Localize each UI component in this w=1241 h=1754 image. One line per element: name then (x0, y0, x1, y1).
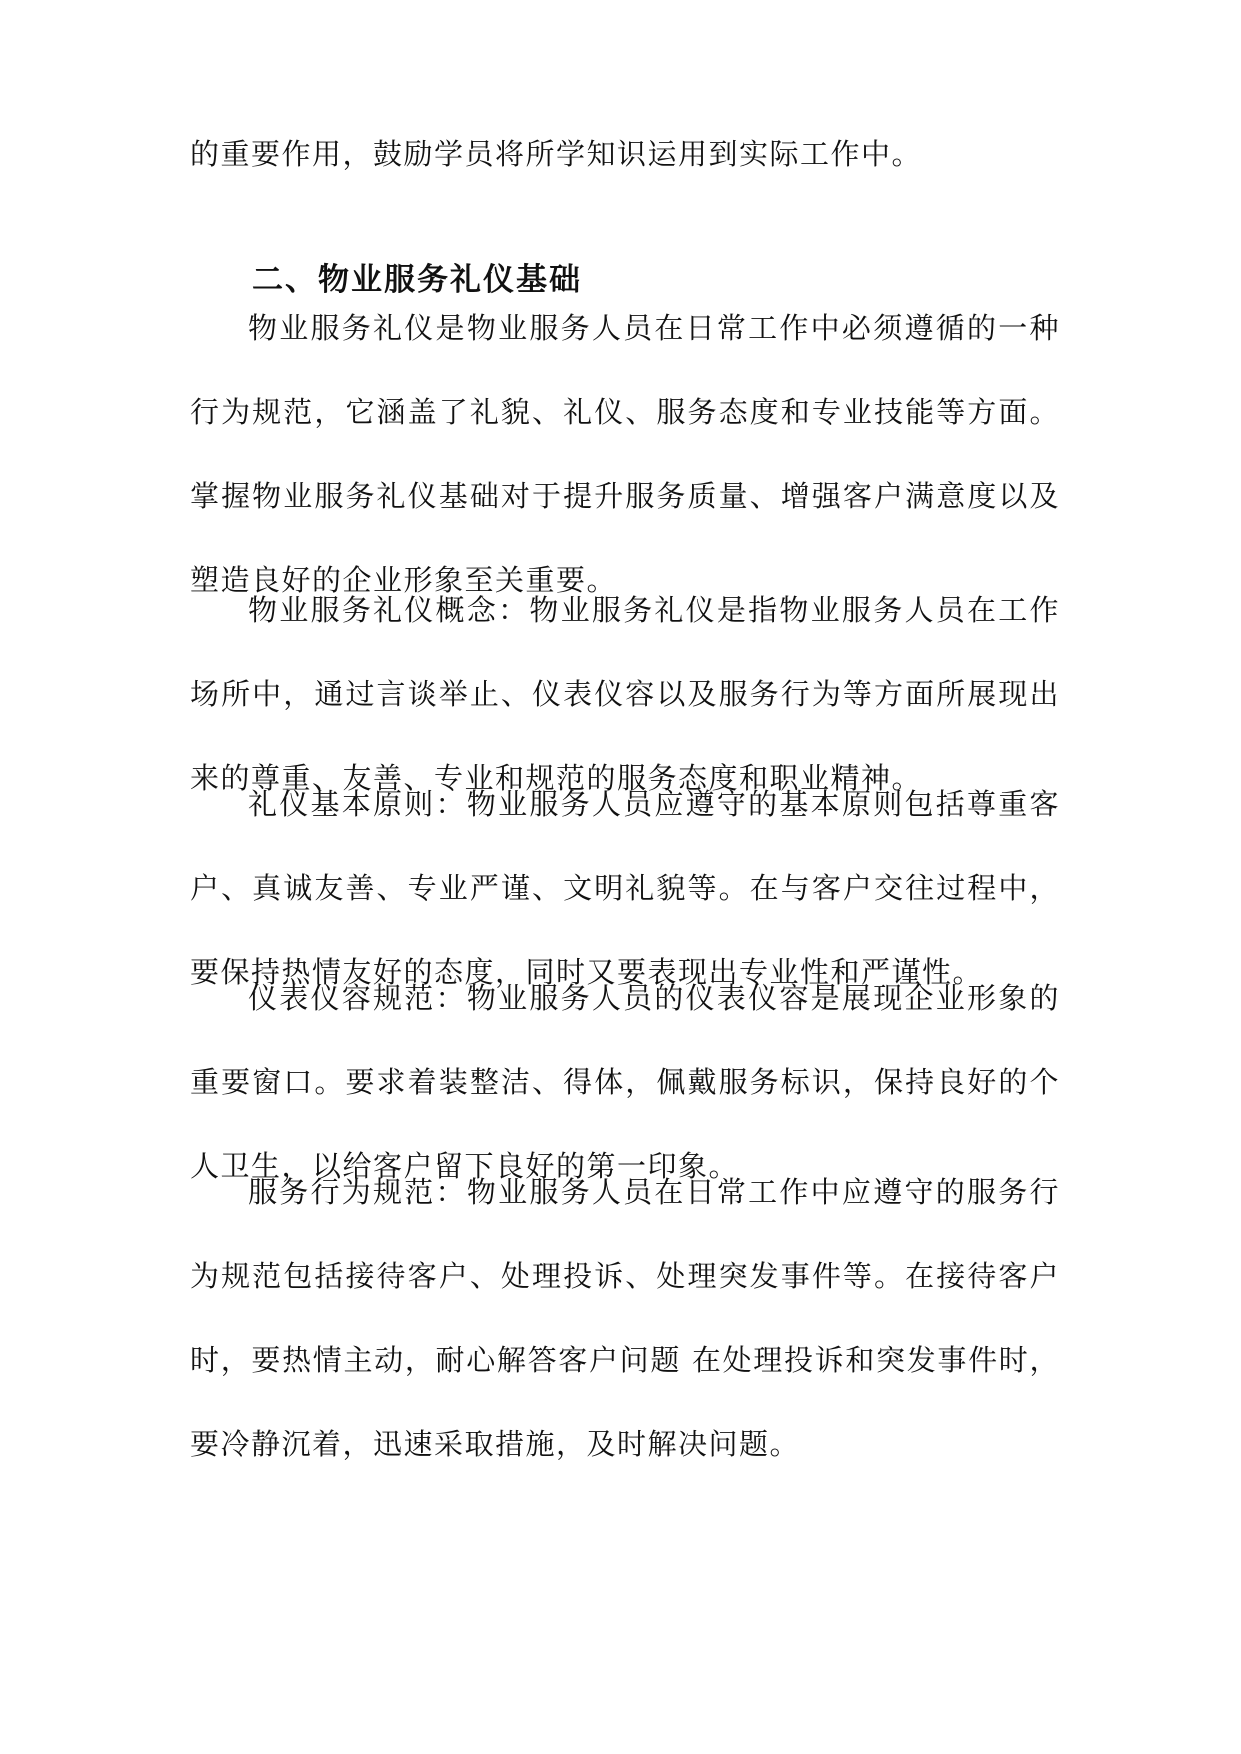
paragraph-principles: 礼仪基本原则：物业服务人员应遵守的基本原则包括尊重客户、真诚友善、专业严谨、文明礼貌等。在与客户交往过程中，要保持热情友好的态度，同时又要表现出专业性和严谨性。 (190, 787, 1060, 989)
paragraph-intro: 物业服务礼仪是物业服务人员在日常工作中必须遵循的一种行为规范，它涵盖了礼貌、礼仪、服务态度和专业技能等方面。掌握物业服务礼仪基础对于提升服务质量、增强客户满意度以及塑造良好的企业形象至关重要。 (190, 311, 1060, 597)
section-heading: 二、物业服务礼仪基础 (252, 262, 582, 298)
paragraph-concept: 物业服务礼仪概念：物业服务礼仪是指物业服务人员在工作场所中，通过言谈举止、仪表仪容以及服务行为等方面所展现出来的尊重、友善、专业和规范的服务态度和职业精神。 (190, 593, 1060, 795)
continuation-paragraph: 的重要作用，鼓励学员将所学知识运用到实际工作中。 (190, 137, 923, 171)
paragraph-behavior: 服务行为规范：物业服务人员在日常工作中应遵守的服务行为规范包括接待客户、处理投诉、处理突发事件等。在接待客户时，要热情主动，耐心解答客户问题 在处理投诉和突发事件时，要冷静沉着，迅速采取措施，及时解决问题。 (190, 1175, 1060, 1461)
paragraph-appearance: 仪表仪容规范：物业服务人员的仪表仪容是展现企业形象的重要窗口。要求着装整洁、得体，佩戴服务标识，保持良好的个人卫生，以给客户留下良好的第一印象。 (190, 981, 1060, 1183)
